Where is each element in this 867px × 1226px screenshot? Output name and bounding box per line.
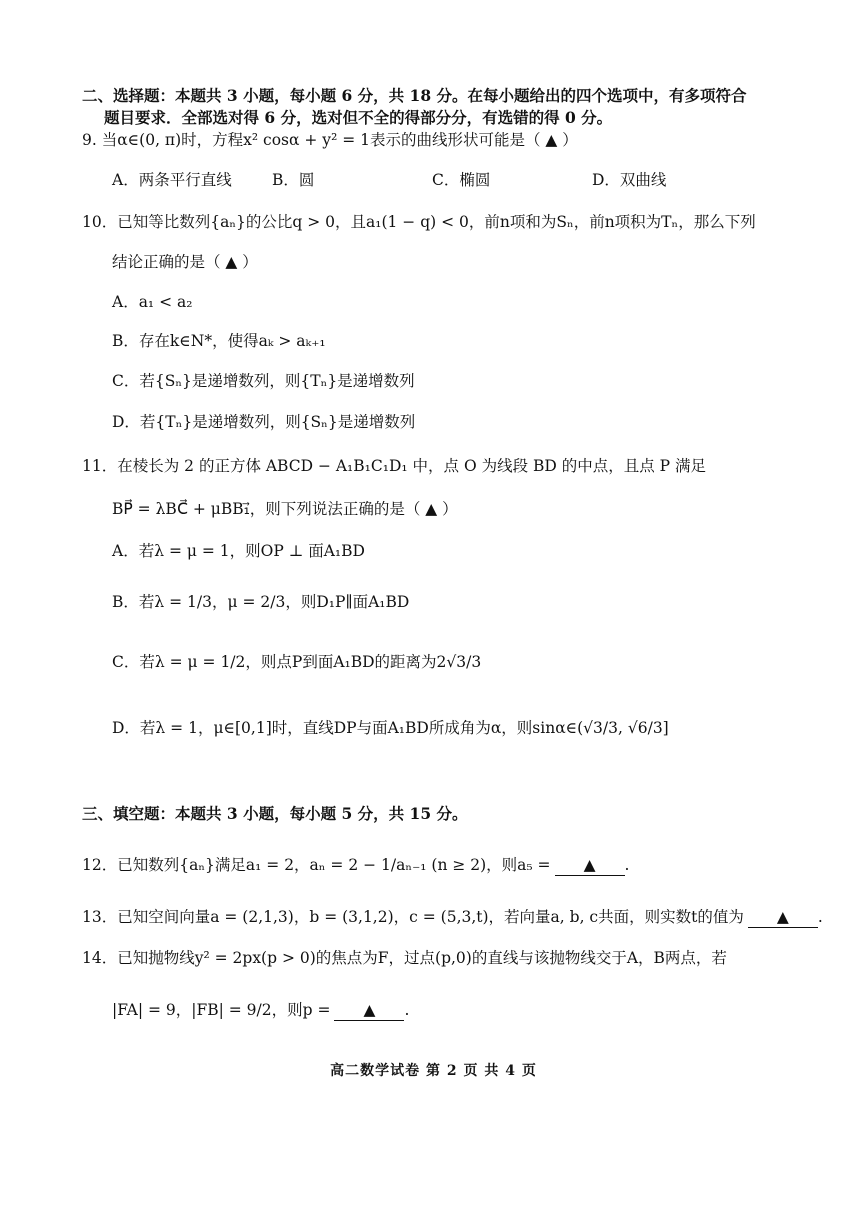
q14-stem-line2: |FA| = 9，|FB| = 9/2，则p = — [112, 1001, 331, 1019]
q9-option-b: B．圆 — [272, 171, 315, 189]
q11-stem-line2: BP⃗ = λBC⃗ + μBB₁⃗，则下列说法正确的是（ ▲ ） — [112, 500, 458, 518]
q10-option-a: A．a₁ < a₂ — [112, 293, 193, 311]
q12-period: . — [624, 856, 630, 874]
q9-stem: 9. 当α∈(0, π)时，方程x² cosα + y² = 1表示的曲线形状可能是（ ▲ ） — [82, 131, 578, 149]
q11-option-c: C．若λ = μ = 1/2，则点P到面A₁BD的距离为2√3/3 — [112, 653, 482, 671]
q10-option-d: D．若{Tₙ}是递增数列，则{Sₙ}是递增数列 — [112, 413, 416, 431]
q13-row — [82, 907, 823, 928]
q12-answer-blank[interactable]: ▲ — [555, 855, 625, 876]
q11-option-a: A．若λ = μ = 1，则OP ⊥ 面A₁BD — [112, 542, 365, 560]
q13-stem: 13．已知空间向量a = (2,1,3)，b = (3,1,2)，c = (5,3,t)，若向量a, b, c共面，则实数t的值为 — [82, 908, 744, 926]
q9-option-a: A．两条平行直线 — [112, 171, 232, 189]
q12-stem: 12．已知数列{aₙ}满足a₁ = 2，aₙ = 2 − 1/aₙ₋₁ (n ≥ 2)，则a₅ = — [82, 856, 551, 874]
section3-heading: 三、填空题：本题共 3 小题，每小题 5 分，共 15 分。 — [82, 804, 468, 823]
q10-stem-line1: 10．已知等比数列{aₙ}的公比q > 0，且a₁(1 − q) < 0，前n项和为Sₙ，前n项积为Tₙ，那么下列 — [82, 213, 756, 231]
q9-option-d: D．双曲线 — [592, 171, 667, 189]
q10-option-b: B．存在k∈N*，使得aₖ > aₖ₊₁ — [112, 332, 326, 350]
q14-stem-line1: 14．已知抛物线y² = 2px(p > 0)的焦点为F，过点(p,0)的直线与该抛物线交于A，B两点，若 — [82, 949, 727, 967]
q14-period: . — [404, 1001, 410, 1019]
q12-row — [82, 855, 629, 876]
section2-heading-line1: 二、选择题：本题共 3 小题，每小题 6 分，共 18 分。在每小题给出的四个选项中，有多项符合 — [82, 86, 747, 105]
q11-option-d: D．若λ = 1，μ∈[0,1]时，直线DP与面A₁BD所成角为α，则sinα∈(√3/3, √6/3] — [112, 719, 669, 737]
q9-option-c: C．椭圆 — [432, 171, 491, 189]
q14-answer-blank[interactable]: ▲ — [334, 1000, 404, 1021]
q10-option-c: C．若{Sₙ}是递增数列，则{Tₙ}是递增数列 — [112, 372, 415, 390]
q13-answer-blank[interactable]: ▲ — [748, 907, 818, 928]
q10-stem-line2: 结论正确的是（ ▲ ） — [112, 253, 258, 271]
page-footer: 高二数学试卷 第 2 页 共 4 页 — [330, 1063, 537, 1079]
q14-row — [112, 1000, 409, 1021]
section2-heading-line2: 题目要求．全部选对得 6 分，选对但不全的得部分分，有选错的得 0 分。 — [104, 108, 613, 127]
q11-stem-line1: 11．在棱长为 2 的正方体 ABCD − A₁B₁C₁D₁ 中，点 O 为线段 BD 的中点，且点 P 满足 — [82, 457, 707, 475]
q11-option-b: B．若λ = 1/3，μ = 2/3，则D₁P∥面A₁BD — [112, 593, 410, 611]
q13-period: . — [817, 908, 823, 926]
